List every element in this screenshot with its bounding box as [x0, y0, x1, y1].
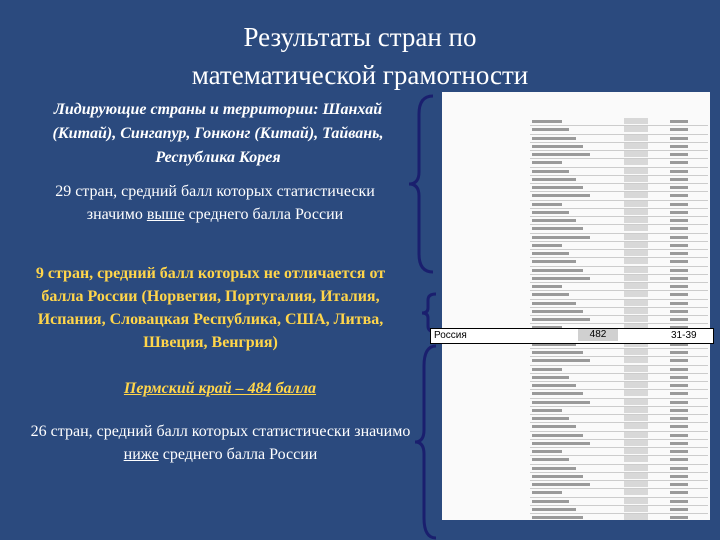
table-row — [530, 135, 708, 143]
table-row — [530, 423, 708, 431]
table-row — [530, 242, 708, 250]
table-row — [530, 357, 708, 365]
below-emphasis: ниже — [123, 446, 159, 463]
russia-row — [430, 328, 714, 344]
table-row — [530, 440, 708, 448]
table-header — [442, 92, 710, 118]
table-row — [530, 473, 708, 481]
below-before: 26 стран, средний балл которых статистически значимо — [30, 423, 411, 440]
table-row — [530, 151, 708, 159]
table-row — [530, 143, 708, 151]
table-row — [530, 448, 708, 456]
table-row — [530, 481, 708, 489]
table-row — [530, 126, 708, 134]
below-after: среднего балла России — [158, 446, 318, 463]
table-row — [530, 407, 708, 415]
table-row — [530, 382, 708, 390]
perm-krai-text: Пермский край – 484 балла — [123, 380, 317, 397]
table-row — [530, 159, 708, 167]
table-row — [530, 258, 708, 266]
table-row — [530, 201, 708, 209]
table-row — [530, 399, 708, 407]
table-rows — [530, 118, 708, 520]
slide-title: Результаты стран по математической грамотности — [191, 22, 529, 90]
table-note-above — [448, 170, 528, 210]
russia-score: 482 — [578, 329, 618, 341]
table-row — [530, 465, 708, 473]
leaders-text: Лидирующие страны и территории: Шанхай (Китай), Сингапур, Гонконг (Китай), Тайвань, Республика Корея — [52, 101, 384, 166]
table-note-similar — [448, 290, 528, 312]
above-after: среднего балла России — [184, 206, 344, 223]
table-row — [530, 283, 708, 291]
brace-top — [405, 94, 435, 274]
table-row — [530, 390, 708, 398]
table-row — [530, 192, 708, 200]
table-row — [530, 168, 708, 176]
table-row — [530, 415, 708, 423]
table-row — [530, 498, 708, 506]
ranking-table-image — [442, 92, 710, 520]
table-row — [530, 217, 708, 225]
table-row — [530, 374, 708, 382]
table-row — [530, 489, 708, 497]
table-row — [530, 118, 708, 126]
brace-bottom — [412, 344, 438, 540]
table-row — [530, 275, 708, 283]
table-row — [530, 250, 708, 258]
table-row — [530, 176, 708, 184]
table-row — [530, 432, 708, 440]
table-row — [530, 506, 708, 514]
table-row — [530, 291, 708, 299]
table-row — [530, 234, 708, 242]
table-row — [530, 316, 708, 324]
table-row — [530, 349, 708, 357]
table-note-below — [448, 390, 528, 420]
table-row — [530, 225, 708, 233]
table-row — [530, 184, 708, 192]
above-before: 29 стран, средний балл которых статистически значимо — [55, 183, 375, 223]
below-russia-text — [28, 420, 413, 466]
russia-rank: 31-39 — [671, 330, 697, 341]
table-row — [530, 300, 708, 308]
similar-to-russia-text: 9 стран, средний балл которых не отличается от балла России (Норвегия, Португалия, Италия, Испания, Словацкая Республика, США, Литва, Швеция, Венгрия) — [35, 265, 386, 351]
table-row — [530, 267, 708, 275]
above-russia-text — [40, 180, 390, 226]
table-row — [530, 514, 708, 520]
table-row — [530, 308, 708, 316]
above-emphasis: выше — [146, 206, 185, 223]
russia-country: Россия — [434, 330, 467, 341]
table-row — [530, 456, 708, 464]
table-row — [530, 366, 708, 374]
table-row — [530, 209, 708, 217]
